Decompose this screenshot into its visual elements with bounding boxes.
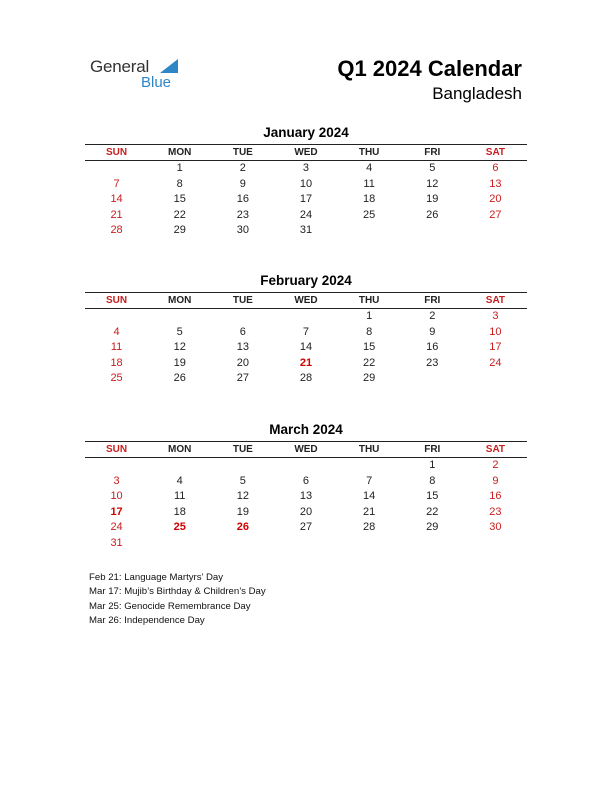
day-cell: 18 bbox=[110, 356, 123, 369]
day-cell: 5 bbox=[429, 162, 436, 174]
logo-word-general: General bbox=[90, 57, 150, 76]
weekday-sun: SUN bbox=[106, 295, 128, 306]
day-cell: 1 bbox=[366, 310, 373, 322]
day-cell: 8 bbox=[366, 325, 373, 338]
day-cell: 16 bbox=[236, 193, 249, 206]
empty-day-cell bbox=[85, 458, 148, 474]
day-cell: 27 bbox=[236, 372, 249, 385]
day-cell: 16 bbox=[489, 490, 502, 503]
weekday-thu: THU bbox=[358, 147, 380, 158]
day-cell: 7 bbox=[113, 177, 120, 190]
day-cell: 21 bbox=[363, 505, 376, 518]
day-cell: 15 bbox=[173, 193, 186, 206]
day-cell: 10 bbox=[489, 325, 502, 338]
empty-day-cell bbox=[211, 309, 274, 325]
day-cell: 20 bbox=[299, 505, 313, 518]
day-cell: 12 bbox=[173, 341, 186, 354]
day-cell: 28 bbox=[299, 372, 313, 385]
weekday-mon: MON bbox=[168, 295, 192, 306]
day-cell: 8 bbox=[176, 177, 183, 190]
day-cell: 13 bbox=[236, 341, 249, 354]
day-cell: 2 bbox=[492, 459, 499, 471]
month-title: March 2024 bbox=[269, 422, 343, 437]
day-cell: 19 bbox=[426, 193, 439, 206]
weekday-fri: FRI bbox=[424, 147, 441, 158]
day-cell: 28 bbox=[110, 224, 123, 237]
day-cell: 11 bbox=[174, 490, 186, 503]
day-cell: 17 bbox=[110, 505, 123, 518]
empty-day-cell bbox=[85, 309, 148, 325]
day-cell: 20 bbox=[236, 356, 249, 369]
day-cell: 24 bbox=[299, 208, 313, 221]
day-cell: 6 bbox=[492, 162, 499, 174]
day-cell: 21 bbox=[299, 356, 313, 369]
day-cell: 28 bbox=[363, 521, 376, 534]
day-cell: 24 bbox=[110, 521, 123, 534]
day-cell: 26 bbox=[426, 208, 439, 221]
day-cell: 4 bbox=[176, 474, 183, 487]
weekday-tue: TUE bbox=[232, 444, 253, 455]
day-cell: 2 bbox=[239, 162, 246, 174]
day-cell: 24 bbox=[489, 356, 502, 369]
generalblue-logo bbox=[90, 57, 190, 93]
day-grid bbox=[85, 161, 527, 239]
day-cell: 18 bbox=[173, 505, 186, 518]
day-cell: 6 bbox=[239, 325, 246, 338]
empty-day-cell bbox=[274, 309, 337, 325]
day-cell: 26 bbox=[173, 372, 186, 385]
empty-day-cell bbox=[274, 458, 337, 474]
logo-triangle-icon bbox=[160, 59, 178, 73]
day-cell: 3 bbox=[302, 162, 310, 174]
month-february bbox=[85, 273, 527, 387]
day-cell: 25 bbox=[363, 208, 376, 221]
day-cell: 25 bbox=[173, 521, 186, 534]
empty-day-cell bbox=[148, 458, 211, 474]
day-cell: 2 bbox=[429, 310, 436, 322]
weekday-wed: WED bbox=[294, 147, 318, 158]
month-march bbox=[85, 422, 527, 552]
weekday-header bbox=[85, 292, 527, 309]
day-cell: 11 bbox=[363, 177, 375, 190]
weekday-header bbox=[85, 144, 527, 161]
day-cell: 14 bbox=[110, 193, 123, 206]
logo-word-blue: Blue bbox=[141, 74, 172, 91]
day-cell: 12 bbox=[236, 490, 249, 503]
day-cell: 15 bbox=[363, 341, 376, 354]
holiday-item: Mar 17: Mujib’s Birthday & Children’s Day bbox=[89, 586, 266, 598]
weekday-tue: TUE bbox=[232, 295, 253, 306]
day-cell: 1 bbox=[429, 459, 436, 471]
day-cell: 30 bbox=[236, 224, 249, 237]
weekday-mon: MON bbox=[168, 147, 192, 158]
day-cell: 21 bbox=[110, 208, 123, 221]
day-cell: 4 bbox=[113, 325, 120, 338]
day-cell: 9 bbox=[239, 177, 246, 190]
day-cell: 20 bbox=[489, 193, 502, 206]
weekday-thu: THU bbox=[358, 295, 380, 306]
day-cell: 5 bbox=[176, 325, 183, 338]
day-cell: 30 bbox=[489, 521, 502, 534]
day-cell: 14 bbox=[299, 341, 313, 354]
day-cell: 3 bbox=[113, 474, 120, 487]
weekday-sun: SUN bbox=[106, 444, 128, 455]
day-cell: 15 bbox=[426, 490, 439, 503]
day-cell: 10 bbox=[299, 177, 313, 190]
day-grid bbox=[85, 309, 527, 387]
day-cell: 5 bbox=[239, 474, 246, 487]
page-title: Q1 2024 Calendar bbox=[337, 56, 522, 81]
day-cell: 27 bbox=[489, 208, 502, 221]
day-cell: 22 bbox=[363, 356, 376, 369]
weekday-wed: WED bbox=[294, 444, 318, 455]
day-cell: 26 bbox=[236, 521, 249, 534]
day-cell: 8 bbox=[429, 474, 436, 487]
holiday-item: Mar 26: Independence Day bbox=[89, 615, 205, 627]
day-cell: 22 bbox=[426, 505, 439, 518]
day-cell: 6 bbox=[302, 474, 310, 487]
weekday-fri: FRI bbox=[424, 295, 441, 306]
day-cell: 29 bbox=[426, 521, 439, 534]
day-cell: 23 bbox=[426, 356, 439, 369]
weekday-thu: THU bbox=[358, 444, 380, 455]
day-cell: 31 bbox=[110, 536, 123, 549]
country-name: Bangladesh bbox=[432, 84, 522, 103]
day-cell: 27 bbox=[299, 521, 313, 534]
day-cell: 16 bbox=[426, 341, 439, 354]
day-cell: 3 bbox=[492, 310, 499, 322]
day-cell: 23 bbox=[489, 505, 502, 518]
day-cell: 29 bbox=[173, 224, 186, 237]
day-grid bbox=[85, 458, 527, 552]
day-cell: 31 bbox=[299, 224, 313, 237]
weekday-sat: SAT bbox=[485, 444, 506, 455]
day-cell: 13 bbox=[489, 177, 502, 190]
weekday-sat: SAT bbox=[485, 147, 506, 158]
day-cell: 12 bbox=[426, 177, 439, 190]
day-cell: 9 bbox=[429, 325, 436, 338]
month-january bbox=[85, 125, 527, 239]
weekday-wed: WED bbox=[294, 295, 318, 306]
empty-day-cell bbox=[338, 458, 401, 474]
empty-day-cell bbox=[148, 309, 211, 325]
day-cell: 19 bbox=[236, 505, 249, 518]
day-cell: 7 bbox=[302, 325, 310, 338]
month-title: January 2024 bbox=[263, 125, 349, 140]
day-cell: 22 bbox=[173, 208, 186, 221]
holiday-item: Mar 25: Genocide Remembrance Day bbox=[89, 600, 251, 612]
weekday-fri: FRI bbox=[424, 444, 441, 455]
weekday-tue: TUE bbox=[232, 147, 253, 158]
day-cell: 7 bbox=[366, 474, 373, 487]
weekday-sun: SUN bbox=[106, 147, 128, 158]
empty-day-cell bbox=[85, 161, 148, 177]
day-cell: 23 bbox=[236, 208, 249, 221]
day-cell: 19 bbox=[173, 356, 186, 369]
day-cell: 9 bbox=[492, 474, 499, 487]
holiday-item: Feb 21: Language Martyrs’ Day bbox=[89, 572, 224, 583]
weekday-sat: SAT bbox=[485, 295, 506, 306]
day-cell: 14 bbox=[363, 490, 376, 503]
day-cell: 29 bbox=[363, 372, 376, 385]
day-cell: 11 bbox=[110, 341, 123, 354]
day-cell: 17 bbox=[489, 341, 502, 354]
weekday-mon: MON bbox=[168, 444, 192, 455]
empty-day-cell bbox=[211, 458, 274, 474]
day-cell: 17 bbox=[299, 193, 313, 206]
day-cell: 18 bbox=[363, 193, 376, 206]
day-cell: 25 bbox=[110, 372, 123, 385]
month-title: February 2024 bbox=[260, 273, 352, 288]
day-cell: 4 bbox=[366, 162, 373, 174]
day-cell: 10 bbox=[110, 490, 123, 503]
day-cell: 13 bbox=[299, 490, 313, 503]
weekday-header bbox=[85, 441, 527, 458]
holiday-list bbox=[89, 571, 266, 629]
day-cell: 1 bbox=[176, 162, 183, 174]
